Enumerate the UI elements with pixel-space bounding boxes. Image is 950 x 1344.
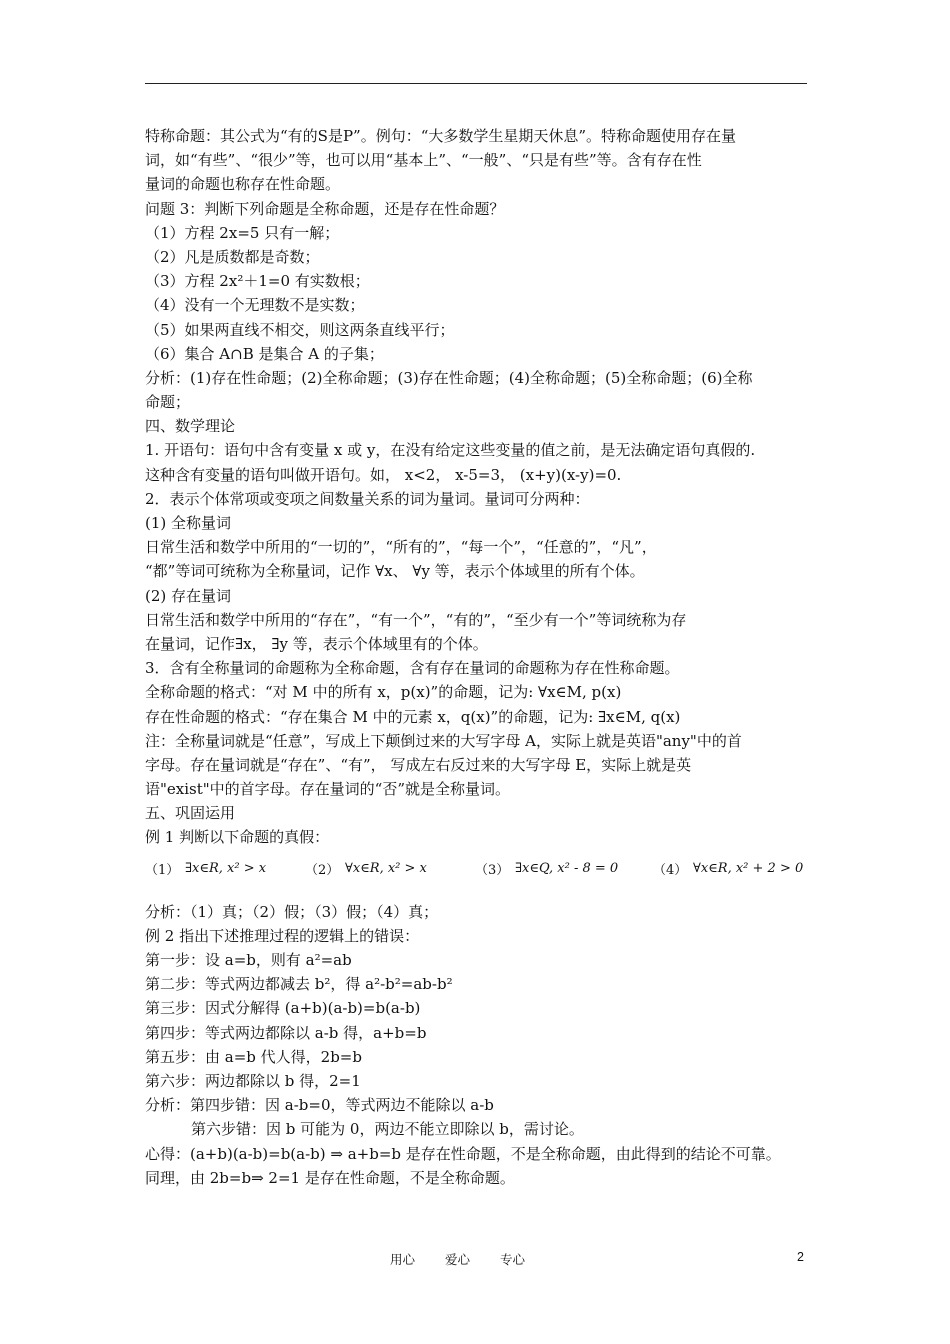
text-line: 词，如“有些”、“很少”等，也可以用“基本上”、“一般”、“只是有些”等。含有存在性 [145,151,702,170]
step-line: 第三步：因式分解得 (a+b)(a-b)=b(a-b) [145,999,421,1018]
formula-label: （1） [145,863,180,879]
formula: ∃x∈Q, x² - 8 = 0 [515,861,619,877]
question-item: （1）方程 2x=5 只有一解； [145,223,340,242]
example-heading: 例 1 判断以下命题的真假： [145,828,330,847]
step-line: 第一步：设 a=b，则有 a²=ab [145,951,352,969]
example-heading: 例 2 指出下述推理过程的逻辑上的错误： [145,926,420,945]
formula-label: （4） [653,863,688,879]
text-line: 存在性命题的格式：“存在集合 M 中的元素 x，q(x)”的命题，记为: ∃x∈M, q(x) [145,707,681,726]
page-number: 2 [797,1250,804,1264]
analysis-line: 分析：（1）真；（2）假；（3）假；（4）真； [145,902,439,921]
page-content [145,124,807,1190]
note-line: 字母。存在量词就是“存在”、“有”， 写成左右反过来的大写字母 E，实际上就是英 [145,755,692,774]
text-line: 量词的命题也称存在性命题。 [145,175,341,194]
footer-word: 用心 [390,1252,416,1267]
formula: ∀x∈R, x² > x [345,861,427,877]
subheading: (2) 存在量词 [145,586,232,605]
text-line: 日常生活和数学中所用的“存在”，“有一个”，“有的”，“至少有一个”等词统称为存 [145,610,687,629]
text-line: 日常生活和数学中所用的“一切的”，“所有的”，“每一个”，“任意的”，“凡”， [145,538,657,557]
question-item: （5）如果两直线不相交，则这两条直线平行； [145,320,455,339]
text-line: 2．表示个体常项或变项之间数量关系的词为量词。量词可分两种： [145,489,590,508]
formula-label: （2） [305,863,340,879]
header-rule [145,83,807,84]
formula-label: （3） [475,863,510,879]
question-item: （4）没有一个无理数不是实数； [145,296,365,315]
note-line: 语"exist"中的首字母。存在量词的“否”就是全称量词。 [145,780,510,799]
section-heading: 四、数学理论 [145,417,236,436]
footer-word: 专心 [500,1252,526,1267]
question-heading: 问题 3：判断下列命题是全称命题，还是存在性命题？ [145,199,505,218]
insight-line: 同理，由 2b=b⇒ 2=1 是存在性命题，不是全称命题。 [145,1168,515,1187]
formula: ∀x∈R, x² + 2 > 0 [693,861,804,877]
text-line: 在量词，记作∃x， ∃y 等，表示个体域里有的个体。 [145,634,488,653]
footer-word: 爱心 [445,1252,471,1267]
question-item: （2）凡是质数都是奇数； [145,247,320,266]
note-line: 注：全称量词就是“任意”，写成上下颠倒过来的大写字母 A，实际上就是英语"any"中的首 [145,731,742,750]
text-line: 1. 开语句：语句中含有变量 x 或 y，在没有给定这些变量的值之前，是无法确定语句真假的. [145,441,756,460]
step-line: 第四步：等式两边都除以 a-b 得，a+b=b [145,1023,427,1042]
analysis-line: 命题； [145,393,191,412]
text-line: 特称命题：其公式为“有的S是P”。例句：“大多数学生星期天休息”。特称命题使用存在量 [145,127,737,145]
formula: ∃x∈R, x² > x [185,861,267,877]
footer-motto [390,1250,551,1268]
example1-formulas [145,850,807,888]
question-item: （3）方程 2x²＋1=0 有实数根； [145,272,370,291]
step-line: 第六步：两边都除以 b 得，2=1 [145,1071,361,1090]
text-line: 这种含有变量的语句叫做开语句。如， x<2， x-5=3， (x+y)(x-y)=0. [145,465,622,484]
analysis-line: 第六步错：因 b 可能为 0，两边不能立即除以 b，需讨论。 [191,1120,584,1139]
analysis-line: 分析：第四步错：因 a-b=0，等式两边不能除以 a-b [145,1096,494,1115]
section-heading: 五、巩固运用 [145,804,236,823]
step-line: 第二步：等式两边都减去 b²，得 a²-b²=ab-b² [145,975,453,994]
question-item: （6）集合 A∩B 是集合 A 的子集； [145,344,384,363]
step-line: 第五步：由 a=b 代人得，2b=b [145,1047,362,1066]
subheading: (1) 全称量词 [145,514,232,532]
insight-line: 心得：(a+b)(a-b)=b(a-b) ⇒ a+b=b 是存在性命题，不是全称命题，由此得到的结论不可靠。 [145,1144,781,1163]
text-line: 3．含有全称量词的命题称为全称命题，含有存在量词的命题称为存在性称命题。 [145,659,680,678]
text-line: 全称命题的格式：“对 M 中的所有 x，p(x)”的命题，记为: ∀x∈M, p(x) [145,683,622,702]
analysis-line: 分析：(1)存在性命题；(2)全称命题；(3)存在性命题；(4)全称命题；(5)全称命题；(6)全称 [145,368,753,387]
text-line: “都”等词可统称为全称量词，记作 ∀x、 ∀y 等，表示个体域里的所有个体。 [145,562,645,581]
